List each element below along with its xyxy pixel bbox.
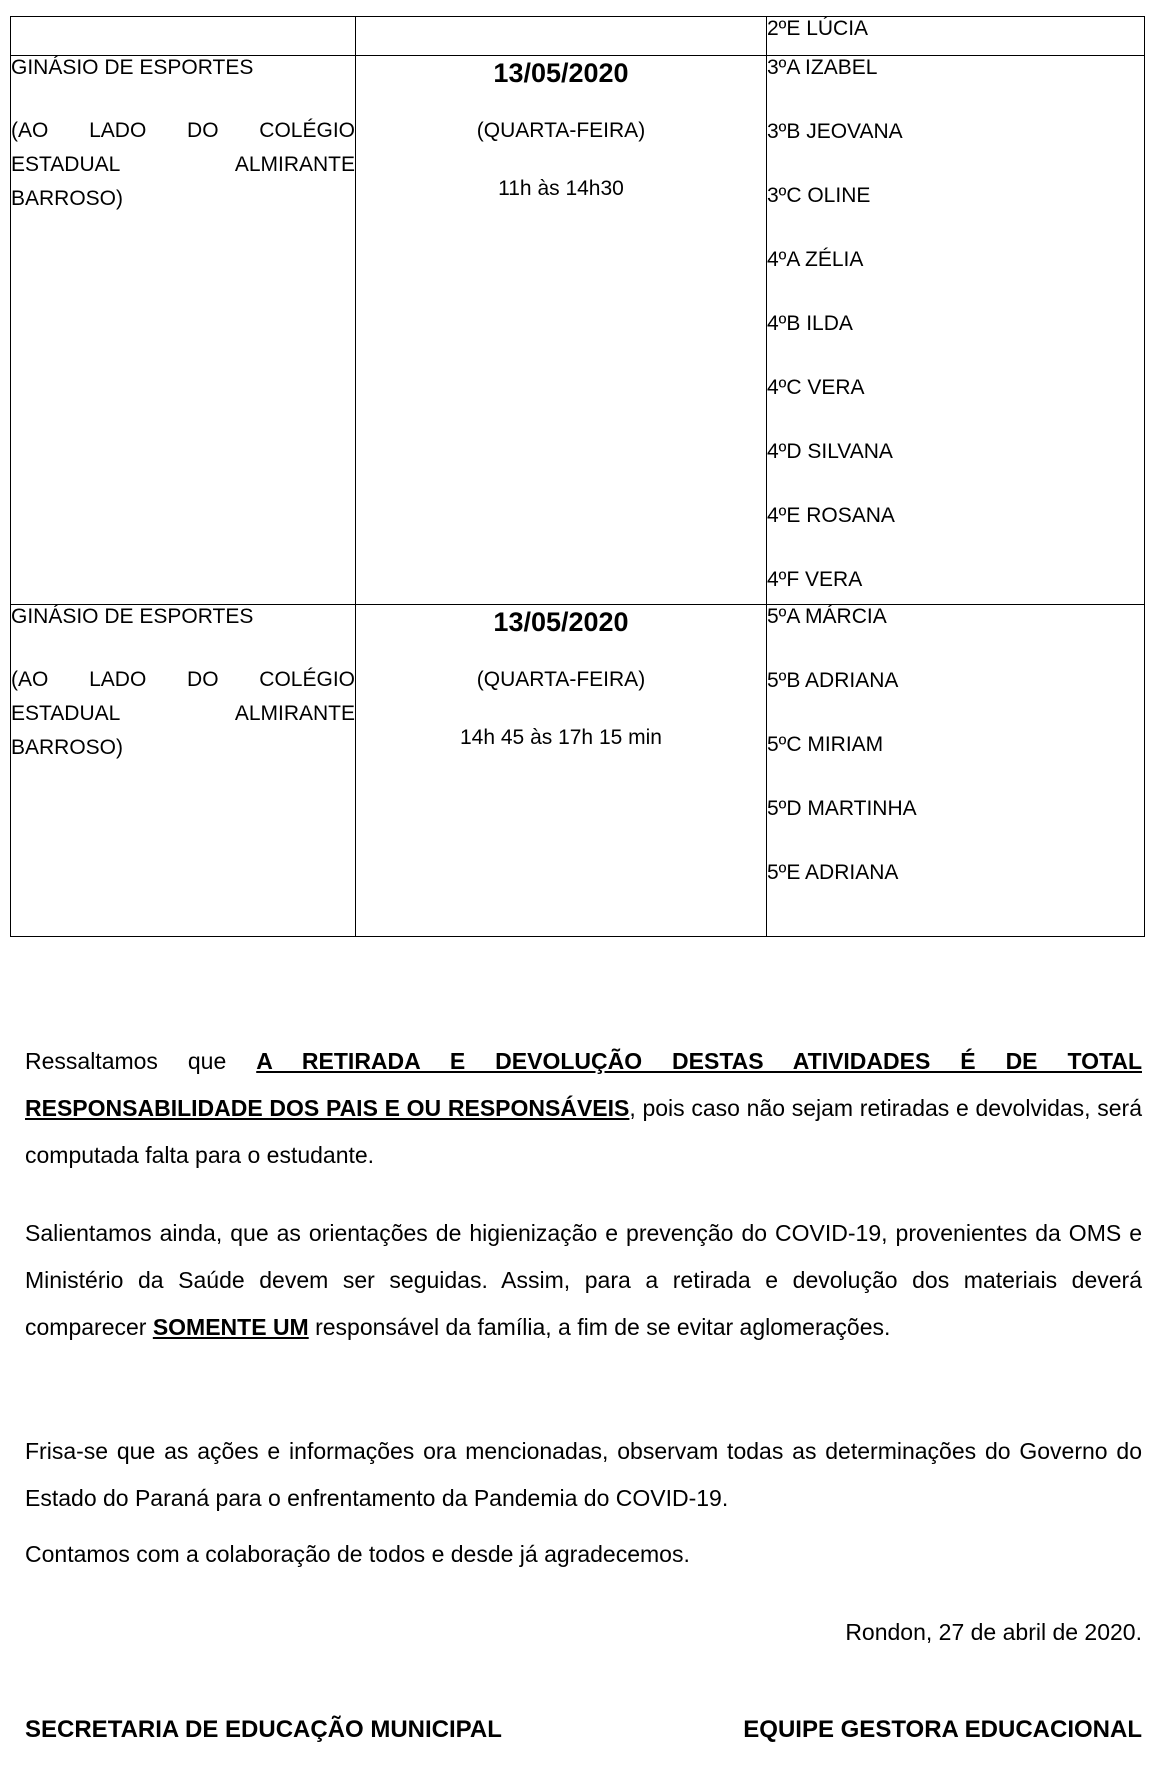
class-item: 4ºA ZÉLIA	[767, 248, 864, 271]
date-label: 13/05/2020	[493, 607, 629, 637]
paragraph-responsibility	[25, 1038, 1142, 1179]
class-item: 3ºA IZABEL	[767, 56, 878, 79]
paragraph-text: Salientamos ainda, que as orientações de higienização e prevenção do COVID-19, provenientes da OMS e Ministério da Saúde devem ser seguidas. Assim, para a retirada e devolução dos materiais deverá comparecer	[25, 1220, 1142, 1340]
classes-cell	[767, 17, 1145, 56]
location-title: GINÁSIO DE ESPORTES	[11, 605, 254, 628]
signature-left: SECRETARIA DE EDUCAÇÃO MUNICIPAL	[25, 1716, 502, 1743]
table-row	[11, 56, 1145, 605]
class-item: 5ºC MIRIAM	[767, 733, 884, 756]
paragraph-determinations: Frisa-se que as ações e informações ora mencionadas, observam todas as determinações do Governo do Estado do Paraná para o enfrentamento da Pandemia do COVID-19.	[25, 1438, 1142, 1511]
class-item: 4ºC VERA	[767, 376, 865, 399]
time-label: 14h 45 às 17h 15 min	[460, 726, 662, 749]
class-item: 3ºC OLINE	[767, 184, 871, 207]
paragraph-emphasis: SOMENTE UM	[152, 1314, 309, 1340]
class-item: 5ºB ADRIANA	[767, 669, 899, 692]
table-row	[11, 17, 1145, 56]
date-cell	[356, 17, 767, 56]
paragraph-text: Ressaltamos que	[25, 1048, 257, 1074]
date-label: 13/05/2020	[493, 58, 629, 88]
location-cell	[11, 605, 356, 937]
class-item: 5ºE ADRIANA	[767, 861, 899, 884]
location-line: ESTADUAL ALMIRANTE	[11, 153, 355, 176]
paragraph-hygiene	[25, 1210, 1142, 1351]
class-item: 5ºA MÁRCIA	[767, 605, 887, 628]
location-cell	[11, 17, 356, 56]
date-cell	[356, 605, 767, 937]
date-cell	[356, 56, 767, 605]
signature-right: EQUIPE GESTORA EDUCACIONAL	[743, 1716, 1142, 1743]
paragraph-text: , pois caso não sejam retiradas e devolvidas, será computada falta para o estudante.	[25, 1095, 1142, 1168]
classes-cell	[767, 56, 1145, 605]
weekday-label: (QUARTA-FEIRA)	[476, 668, 646, 691]
class-item: 4ºE ROSANA	[767, 504, 895, 527]
class-item: 4ºD SILVANA	[767, 440, 893, 463]
location-line: (AO LADO DO COLÉGIO	[11, 119, 355, 142]
class-item: 4ºB ILDA	[767, 312, 853, 335]
schedule-table	[10, 16, 1145, 937]
location-line: BARROSO)	[11, 736, 124, 759]
class-item: 4ºF VERA	[767, 568, 863, 591]
location-line: (AO LADO DO COLÉGIO	[11, 668, 355, 691]
class-item: 5ºD MARTINHA	[767, 797, 917, 820]
time-label: 11h às 14h30	[498, 177, 624, 200]
table-row	[11, 605, 1145, 937]
location-line: ESTADUAL ALMIRANTE	[11, 702, 355, 725]
class-item: 2ºE LÚCIA	[767, 17, 869, 40]
paragraph-emphasis: A RETIRADA E DEVOLUÇÃO DESTAS ATIVIDADES É DE TOTAL RESPONSABILIDADE DOS PAIS E OU RESPONSÁVEIS	[25, 1048, 1142, 1121]
classes-cell	[767, 605, 1145, 937]
paragraph-text: responsável da família, a fim de se evitar aglomerações.	[308, 1314, 891, 1340]
location-cell	[11, 56, 356, 605]
location-title: GINÁSIO DE ESPORTES	[11, 56, 254, 79]
location-line: BARROSO)	[11, 187, 124, 210]
paragraph-thanks: Contamos com a colaboração de todos e desde já agradecemos.	[25, 1541, 690, 1567]
place-date: Rondon, 27 de abril de 2020.	[845, 1619, 1142, 1645]
class-item: 3ºB JEOVANA	[767, 120, 903, 143]
weekday-label: (QUARTA-FEIRA)	[476, 119, 646, 142]
